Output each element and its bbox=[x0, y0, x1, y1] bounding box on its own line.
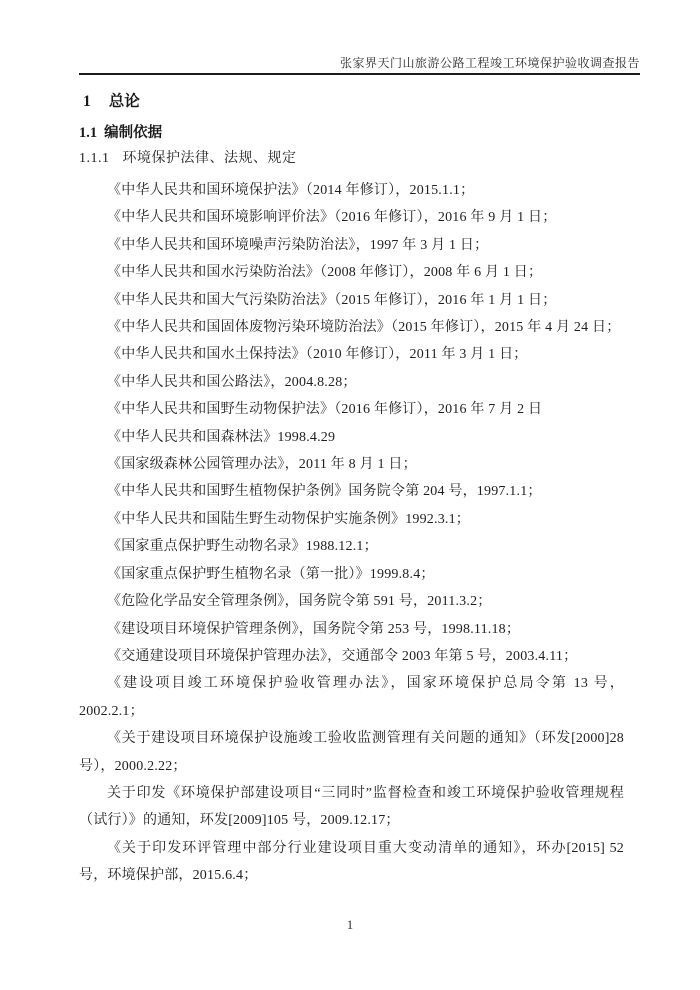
law-line: 《中华人民共和国公路法》，2004.8.28； bbox=[107, 374, 357, 390]
law-line: 《中华人民共和国大气污染防治法》（2015 年修订），2016 年 1 月 1 日； bbox=[107, 292, 557, 308]
law-line: 《中华人民共和国固体废物污染环境防治法》（2015 年修订），2015 年 4 月 24 日； bbox=[107, 320, 621, 336]
law-item bbox=[79, 424, 624, 451]
law-item bbox=[79, 259, 624, 286]
chapter-number: 1 bbox=[83, 93, 91, 110]
law-line: 《中华人民共和国环境保护法》（2014 年修订），2015.1.1； bbox=[107, 183, 475, 198]
law-item bbox=[79, 369, 624, 396]
law-line: 《中华人民共和国森林法》1998.4.29 bbox=[107, 429, 336, 445]
law-item bbox=[79, 287, 624, 314]
subsection-heading bbox=[79, 150, 624, 168]
section-title: 编制依据 bbox=[104, 125, 163, 141]
subsection-number: 1.1.1 bbox=[79, 151, 110, 166]
law-line: 《国家级森林公园管理办法》，2011 年 8 月 1 日； bbox=[107, 457, 417, 473]
law-item bbox=[79, 643, 624, 670]
law-line: 《中华人民共和国水土保持法》（2010 年修订），2011 年 3 月 1 日； bbox=[107, 347, 528, 363]
law-line: 《国家重点保护野生动物名录》1988.12.1； bbox=[107, 539, 378, 555]
law-list bbox=[79, 177, 624, 890]
law-item bbox=[79, 561, 624, 588]
law-line: 《中华人民共和国环境噪声污染防治法》，1997 年 3 月 1 日； bbox=[107, 237, 489, 253]
law-line: 号，环境保护部，2015.6.4； bbox=[79, 868, 258, 884]
page-content bbox=[79, 92, 624, 890]
law-item bbox=[79, 177, 624, 204]
law-line: 号），2000.2.22； bbox=[79, 758, 187, 774]
law-line: 《国家重点保护野生植物名录（第一批）》1999.8.4； bbox=[107, 566, 435, 582]
law-item bbox=[79, 341, 624, 368]
law-item bbox=[79, 478, 624, 505]
law-item bbox=[79, 725, 624, 780]
law-item bbox=[79, 506, 624, 533]
law-item bbox=[79, 670, 624, 725]
law-item bbox=[79, 588, 624, 615]
law-line: 《中华人民共和国水污染防治法》（2008 年修订），2008 年 6 月 1 日； bbox=[107, 265, 543, 281]
law-item bbox=[79, 533, 624, 560]
running-title: 张家界天门山旅游公路工程竣工环境保护验收调查报告 bbox=[339, 56, 640, 70]
chapter-title: 总论 bbox=[108, 93, 140, 110]
law-line: 《危险化学品安全管理条例》，国务院令第 591 号，2011.3.2； bbox=[107, 594, 492, 610]
law-item bbox=[79, 451, 624, 478]
law-item bbox=[79, 780, 624, 835]
section-number: 1.1 bbox=[79, 125, 98, 141]
section-heading bbox=[79, 123, 624, 143]
law-item bbox=[79, 616, 624, 643]
law-item bbox=[79, 835, 624, 890]
page-footer bbox=[0, 918, 700, 933]
page-number: 1 bbox=[346, 918, 354, 932]
law-line: 2002.2.1； bbox=[79, 703, 144, 719]
subsection-title: 环境保护法律、法规、规定 bbox=[122, 151, 297, 166]
law-line: 《建设项目环境保护管理条例》，国务院令第 253 号，1998.11.18； bbox=[107, 621, 521, 637]
law-line: 《交通建设项目环境保护管理办法》，交通部令 2003 年第 5 号，2003.4.11； bbox=[107, 648, 578, 664]
law-line: （试行）》的通知，环发[2009]105 号，2009.12.17； bbox=[79, 813, 400, 829]
law-item bbox=[79, 314, 624, 341]
page-header bbox=[79, 55, 640, 75]
law-line: 《中华人民共和国陆生野生动物保护实施条例》1992.3.1； bbox=[107, 511, 470, 527]
law-line: 《中华人民共和国野生动物保护法》（2016 年修订），2016 年 7 月 2 日 bbox=[107, 402, 543, 418]
law-item bbox=[79, 204, 624, 231]
law-line: 《中华人民共和国野生植物保护条例》国务院令第 204 号，1997.1.1； bbox=[107, 484, 542, 500]
law-line: 《中华人民共和国环境影响评价法》（2016 年修订），2016 年 9 月 1 日； bbox=[107, 210, 557, 226]
law-line: 关于印发《环境保护部建设项目“三同时”监督检查和竣工环境保护验收管理规程 bbox=[107, 785, 624, 801]
law-line: 《建设项目竣工环境保护验收管理办法》，国家环境保护总局令第 13 号， bbox=[107, 676, 624, 692]
chapter-heading bbox=[83, 92, 624, 112]
law-line: 《关于印发环评管理中部分行业建设项目重大变动清单的通知》，环办[2015] 52 bbox=[107, 840, 624, 856]
law-line: 《关于建设项目环境保护设施竣工验收监测管理有关问题的通知》（环发[2000]28 bbox=[107, 731, 624, 747]
law-item bbox=[79, 232, 624, 259]
law-item bbox=[79, 396, 624, 423]
